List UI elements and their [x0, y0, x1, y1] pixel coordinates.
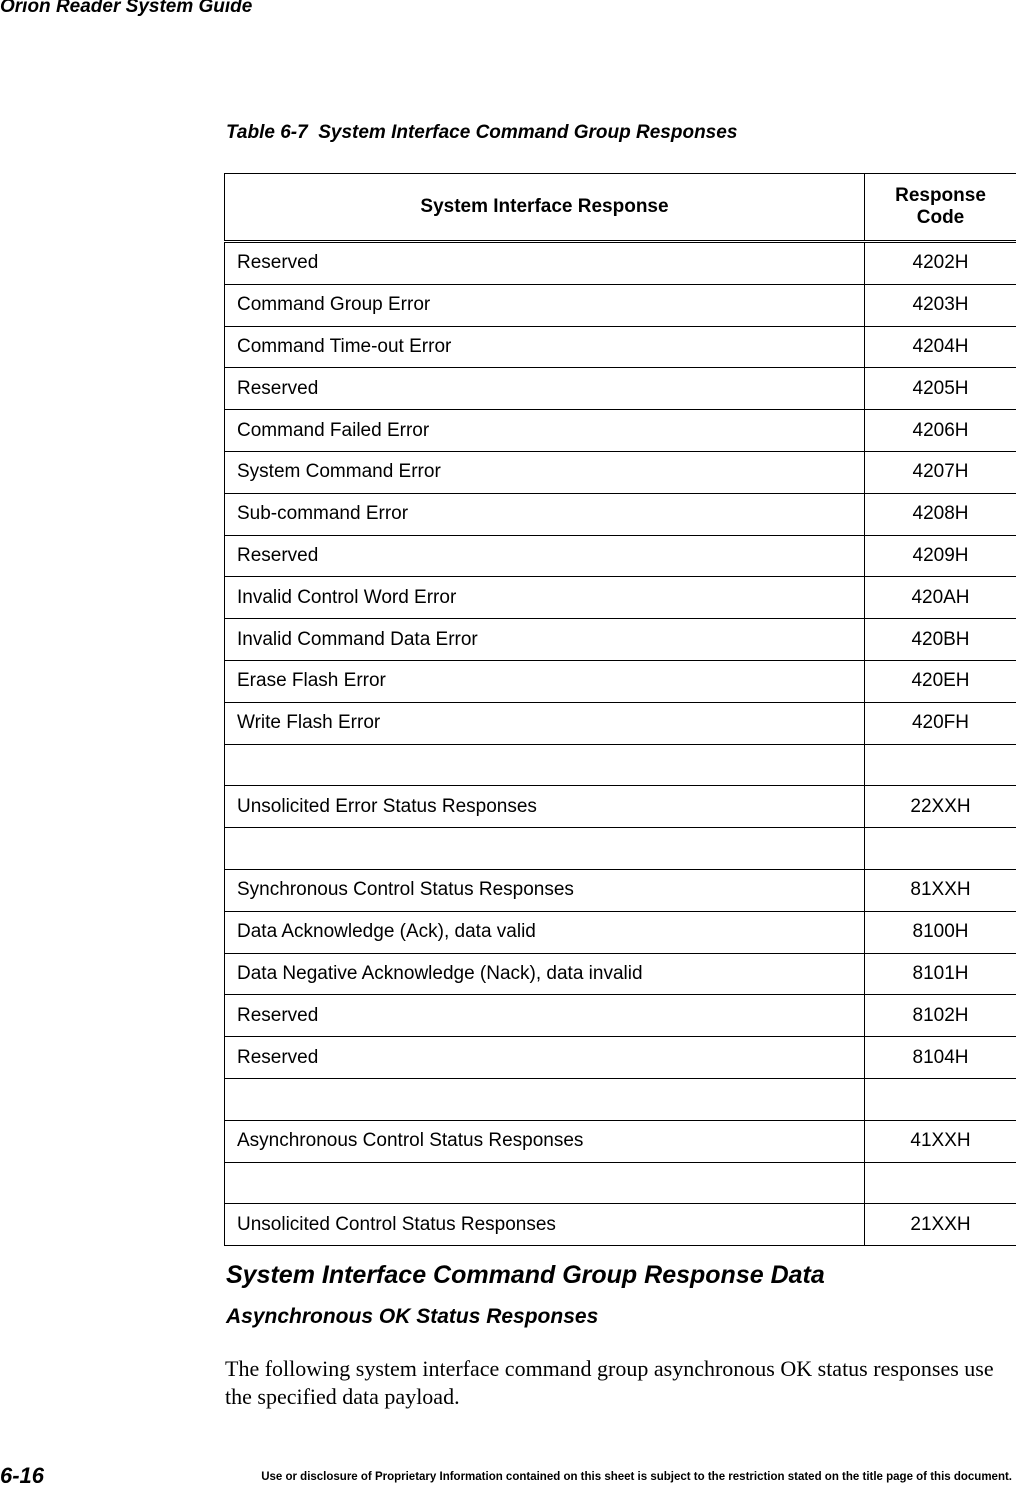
- code-cell: 4207H: [865, 451, 1016, 493]
- response-cell: Synchronous Control Status Responses: [225, 869, 865, 911]
- table-row: [225, 786, 1016, 828]
- code-cell: 8100H: [865, 911, 1016, 953]
- code-cell: 81XXH: [865, 869, 1016, 911]
- code-cell: 4203H: [865, 284, 1016, 326]
- response-cell: System Command Error: [225, 451, 865, 493]
- response-cell: [225, 1162, 865, 1204]
- response-cell: Command Group Error: [225, 284, 865, 326]
- table-row: [225, 869, 1016, 911]
- section-title: System Interface Command Group Response Data: [226, 1261, 825, 1289]
- running-header: Orion Reader System Guide: [0, 0, 253, 17]
- code-cell: 4202H: [865, 242, 1016, 285]
- subsection-title: Asynchronous OK Status Responses: [226, 1305, 599, 1328]
- code-cell: 4205H: [865, 368, 1016, 410]
- response-cell: Reserved: [225, 535, 865, 577]
- response-cell: Unsolicited Error Status Responses: [225, 786, 865, 828]
- table-row: [225, 660, 1016, 702]
- response-cell: Unsolicited Control Status Responses: [225, 1204, 865, 1246]
- response-cell: Reserved: [225, 1037, 865, 1079]
- table-row: [225, 410, 1016, 452]
- response-cell: Erase Flash Error: [225, 660, 865, 702]
- table-row: [225, 451, 1016, 493]
- responses-table: [224, 173, 1016, 1246]
- table-row-blank: [225, 1162, 1016, 1204]
- table-row: [225, 326, 1016, 368]
- code-cell: 8104H: [865, 1037, 1016, 1079]
- table-row: [225, 619, 1016, 661]
- response-cell: Reserved: [225, 368, 865, 410]
- code-cell: 420AH: [865, 577, 1016, 619]
- code-cell: 420EH: [865, 660, 1016, 702]
- table-row: [225, 1204, 1016, 1246]
- response-cell: Asynchronous Control Status Responses: [225, 1120, 865, 1162]
- code-cell: 21XXH: [865, 1204, 1016, 1246]
- table-row-blank: [225, 744, 1016, 786]
- code-cell: [865, 828, 1016, 870]
- table-row: [225, 911, 1016, 953]
- table-row: [225, 577, 1016, 619]
- table-row: [225, 284, 1016, 326]
- column-header-code-line2: Code: [916, 207, 965, 228]
- table-row: [225, 995, 1016, 1037]
- code-cell: 22XXH: [865, 786, 1016, 828]
- code-cell: 8101H: [865, 953, 1016, 995]
- column-header-code: [865, 174, 1016, 242]
- response-cell: [225, 828, 865, 870]
- response-cell: Invalid Command Data Error: [225, 619, 865, 661]
- column-header-response: System Interface Response: [225, 174, 865, 242]
- table-row: [225, 1037, 1016, 1079]
- table-row: [225, 535, 1016, 577]
- table-row: [225, 953, 1016, 995]
- code-cell: [865, 744, 1016, 786]
- table-row: [225, 1120, 1016, 1162]
- response-cell: [225, 744, 865, 786]
- response-cell: Invalid Control Word Error: [225, 577, 865, 619]
- proprietary-notice: Use or disclosure of Proprietary Information contained on this sheet is subject to the restriction stated on the title page of this document.: [261, 1471, 1012, 1483]
- response-cell: Data Acknowledge (Ack), data valid: [225, 911, 865, 953]
- column-header-code-line1: Response: [895, 185, 986, 206]
- response-cell: Command Failed Error: [225, 410, 865, 452]
- response-cell: Command Time-out Error: [225, 326, 865, 368]
- code-cell: [865, 1078, 1016, 1120]
- code-cell: 8102H: [865, 995, 1016, 1037]
- table-row-blank: [225, 828, 1016, 870]
- response-cell: Reserved: [225, 995, 865, 1037]
- table-row: [225, 242, 1016, 285]
- table-row: [225, 493, 1016, 535]
- table-header-row: [225, 174, 1016, 242]
- code-cell: [865, 1162, 1016, 1204]
- code-cell: 41XXH: [865, 1120, 1016, 1162]
- code-cell: 4209H: [865, 535, 1016, 577]
- table-row-blank: [225, 1078, 1016, 1120]
- response-cell: Sub-command Error: [225, 493, 865, 535]
- body-paragraph: The following system interface command group asynchronous OK status responses use the specified data payload.: [225, 1356, 994, 1409]
- code-cell: 4206H: [865, 410, 1016, 452]
- response-cell: Write Flash Error: [225, 702, 865, 744]
- response-cell: [225, 1078, 865, 1120]
- response-cell: Data Negative Acknowledge (Nack), data invalid: [225, 953, 865, 995]
- code-cell: 420FH: [865, 702, 1016, 744]
- code-cell: 4204H: [865, 326, 1016, 368]
- table-row: [225, 368, 1016, 410]
- code-cell: 420BH: [865, 619, 1016, 661]
- table-caption: Table 6-7 System Interface Command Group Responses: [226, 122, 738, 143]
- page-number: 6-16: [0, 1463, 45, 1488]
- response-cell: Reserved: [225, 242, 865, 285]
- table-row: [225, 702, 1016, 744]
- code-cell: 4208H: [865, 493, 1016, 535]
